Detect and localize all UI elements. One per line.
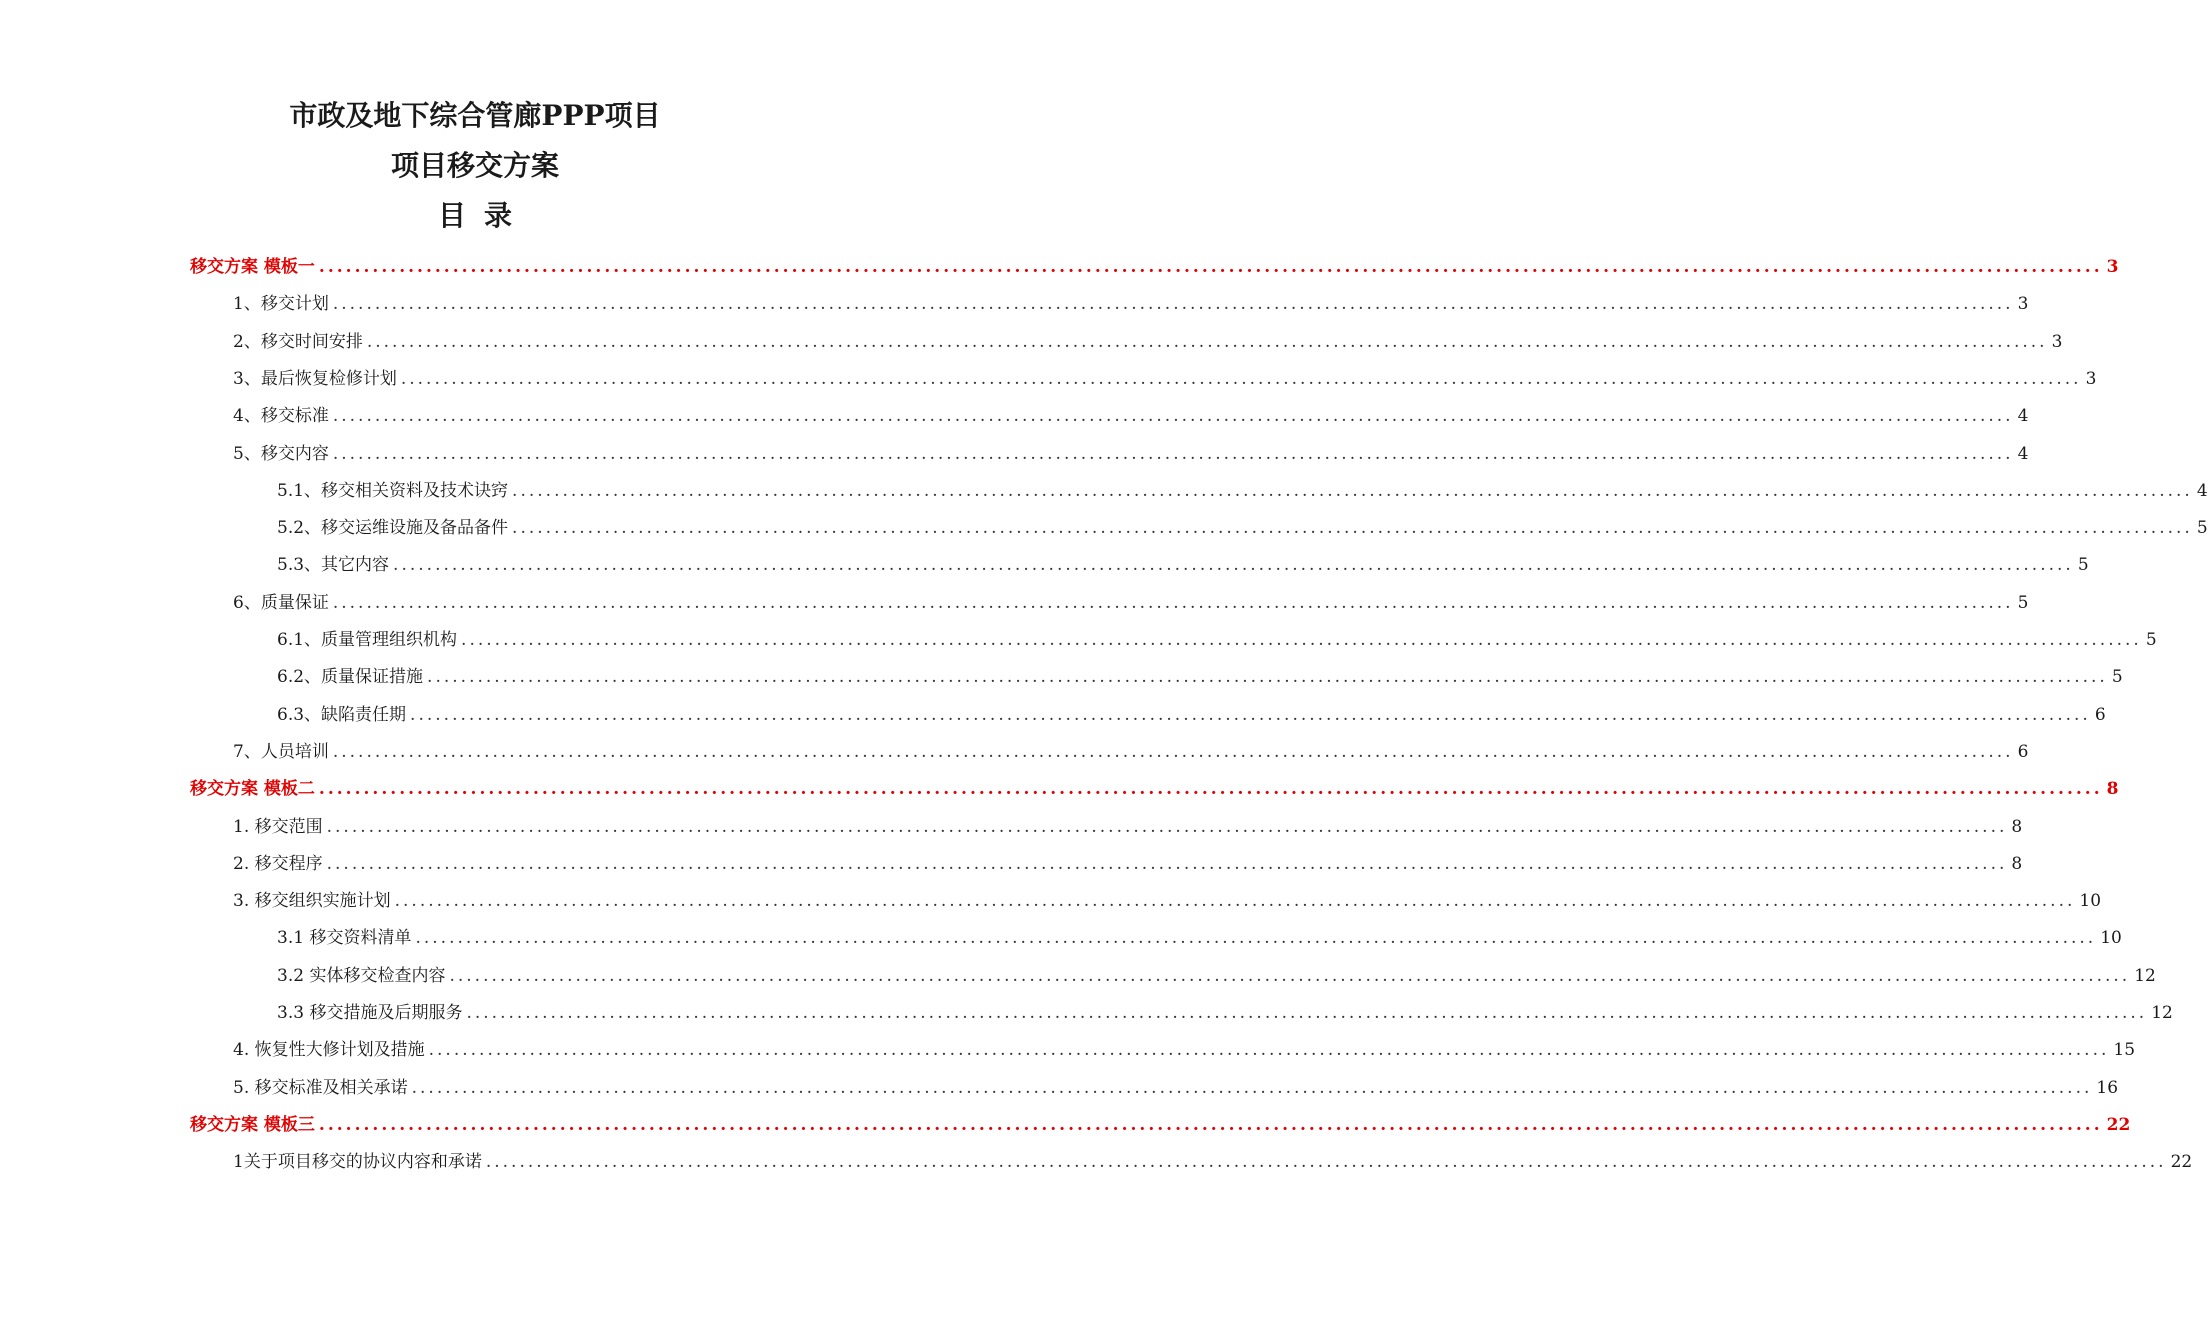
toc-leader-dots: ........................................................................................................................................................................................................ bbox=[318, 779, 2103, 800]
toc-entry[interactable] bbox=[277, 665, 2123, 689]
toc-section-heading[interactable] bbox=[190, 777, 2119, 801]
toc-entry[interactable] bbox=[233, 591, 2029, 615]
toc-entry-label: 4. 恢复性大修计划及措施 bbox=[233, 1040, 425, 1061]
toc-entry[interactable] bbox=[233, 740, 2029, 764]
toc-page-number: 10 bbox=[2079, 891, 2102, 912]
toc-page-number: 5 bbox=[2077, 555, 2089, 576]
toc-page-number: 12 bbox=[2134, 965, 2156, 986]
toc-entry[interactable] bbox=[277, 553, 2089, 577]
toc-leader-dots: ........................................................................................................................................................................................................ bbox=[318, 1114, 2103, 1135]
toc-entry-label: 4、移交标准 bbox=[233, 406, 329, 427]
toc-entry[interactable] bbox=[277, 628, 2157, 652]
toc-entry-label: 3. 移交组织实施计划 bbox=[233, 891, 391, 912]
toc-entry[interactable] bbox=[233, 330, 2063, 354]
toc-leader-dots: ........................................................................................................................................................................................................ bbox=[318, 257, 2103, 277]
toc-entry[interactable] bbox=[233, 292, 2029, 316]
toc-entry-label: 3.1 移交资料清单 bbox=[277, 928, 412, 949]
toc-page-number: 12 bbox=[2151, 1003, 2173, 1023]
toc-entry[interactable] bbox=[233, 442, 2029, 466]
toc-entry-label: 5. 移交标准及相关承诺 bbox=[233, 1077, 408, 1098]
toc-entry-label: 3.2 实体移交检查内容 bbox=[277, 965, 446, 986]
toc-leader-dots: ........................................................................................................................................................................................................ bbox=[428, 1040, 2110, 1061]
toc-entry-label: 2. 移交程序 bbox=[233, 853, 323, 874]
toc-page-number: 16 bbox=[2096, 1077, 2119, 1098]
toc-page-number: 3 bbox=[2106, 257, 2119, 277]
toc-entry-label: 1、移交计划 bbox=[233, 294, 329, 315]
toc-entry-label: 2、移交时间安排 bbox=[233, 331, 363, 352]
toc-page-number: 4 bbox=[2196, 480, 2208, 501]
toc-entry[interactable] bbox=[277, 964, 2156, 988]
toc-leader-dots: ........................................................................................................................................................................................................ bbox=[332, 294, 2014, 315]
toc-leader-dots: ........................................................................................................................................................................................................ bbox=[326, 816, 2008, 837]
toc-leader-dots: ........................................................................................................................................................................................................ bbox=[366, 331, 2048, 352]
document-title: 市政及地下综合管廊PPP项目 bbox=[289, 99, 661, 132]
toc-entry-label: 6.2、质量保证措施 bbox=[277, 667, 424, 688]
toc-leader-dots: ........................................................................................................................................................................................................ bbox=[512, 518, 2193, 539]
toc-entry-label: 5.1、移交相关资料及技术诀窍 bbox=[277, 480, 509, 501]
toc-leader-dots: ........................................................................................................................................................................................................ bbox=[400, 368, 2082, 389]
toc-leader-dots: ........................................................................................................................................................................................................ bbox=[332, 406, 2014, 427]
toc-page-number: 22 bbox=[2170, 1152, 2193, 1173]
toc-entry-label: 3、最后恢复检修计划 bbox=[233, 368, 397, 389]
toc-entry[interactable] bbox=[233, 1038, 2136, 1062]
toc-entry[interactable] bbox=[233, 889, 2102, 913]
toc-entry-label: 6.1、质量管理组织机构 bbox=[277, 630, 458, 650]
toc-leader-dots: ........................................................................................................................................................................................................ bbox=[393, 555, 2074, 576]
toc-entry[interactable] bbox=[233, 1076, 2119, 1100]
toc-entry-label: 3.3 移交措施及后期服务 bbox=[277, 1003, 463, 1023]
toc-leader-dots: ........................................................................................................................................................................................................ bbox=[449, 965, 2131, 986]
toc-leader-dots: ........................................................................................................................................................................................................ bbox=[394, 891, 2076, 912]
toc-page-number: 8 bbox=[2011, 816, 2023, 837]
document-subtitle: 项目移交方案 bbox=[390, 149, 559, 182]
toc-page-number: 4 bbox=[2017, 406, 2029, 427]
toc-entry[interactable] bbox=[233, 404, 2029, 428]
toc-page-number: 5 bbox=[2111, 667, 2123, 688]
toc-entry-label: 5、移交内容 bbox=[233, 443, 329, 464]
toc-entry-label: 7、人员培训 bbox=[233, 741, 329, 762]
toc-entry[interactable] bbox=[277, 516, 2208, 540]
toc-leader-dots: ........................................................................................................................................................................................................ bbox=[326, 853, 2008, 874]
toc-entry[interactable] bbox=[277, 926, 2122, 950]
toc-entry-label: 移交方案 模板三 bbox=[190, 1114, 315, 1135]
toc-leader-dots: ........................................................................................................................................................................................................ bbox=[466, 1003, 2148, 1023]
toc-page-number: 5 bbox=[2017, 592, 2029, 613]
toc-entry-label: 5.3、其它内容 bbox=[277, 555, 390, 576]
toc-section-heading[interactable] bbox=[190, 1113, 2131, 1137]
toc-page-number: 10 bbox=[2100, 928, 2122, 949]
toc-entry-label: 移交方案 模板二 bbox=[190, 779, 315, 800]
toc-entry[interactable] bbox=[233, 367, 2097, 391]
toc-leader-dots: ........................................................................................................................................................................................................ bbox=[485, 1152, 2167, 1173]
toc-entry[interactable] bbox=[277, 703, 2106, 727]
toc-page-number: 8 bbox=[2011, 853, 2023, 874]
toc-leader-dots: ........................................................................................................................................................................................................ bbox=[461, 630, 2142, 650]
toc-entry-label: 移交方案 模板一 bbox=[190, 257, 315, 277]
toc-page-number: 5 bbox=[2145, 630, 2157, 650]
toc-leader-dots: ........................................................................................................................................................................................................ bbox=[410, 704, 2091, 725]
toc-page-number: 8 bbox=[2106, 779, 2119, 800]
toc-heading: 目录 bbox=[437, 199, 530, 232]
toc-leader-dots: ........................................................................................................................................................................................................ bbox=[332, 741, 2014, 762]
toc-leader-dots: ........................................................................................................................................................................................................ bbox=[415, 928, 2097, 949]
toc-leader-dots: ........................................................................................................................................................................................................ bbox=[411, 1077, 2093, 1098]
toc-entry[interactable] bbox=[233, 815, 2023, 839]
toc-page-number: 15 bbox=[2113, 1040, 2136, 1061]
toc-leader-dots: ........................................................................................................................................................................................................ bbox=[332, 443, 2014, 464]
toc-page-number: 4 bbox=[2017, 443, 2029, 464]
toc-entry[interactable] bbox=[233, 1150, 2193, 1174]
toc-leader-dots: ........................................................................................................................................................................................................ bbox=[512, 480, 2193, 501]
toc-page-number: 3 bbox=[2085, 368, 2097, 389]
toc-page-number: 22 bbox=[2106, 1114, 2131, 1135]
toc-leader-dots: ........................................................................................................................................................................................................ bbox=[427, 667, 2108, 688]
toc-entry[interactable] bbox=[277, 1001, 2173, 1025]
toc-entry-label: 1. 移交范围 bbox=[233, 816, 323, 837]
toc-page-number: 6 bbox=[2094, 704, 2106, 725]
toc-page-number: 5 bbox=[2196, 518, 2208, 539]
toc-entry-label: 6.3、缺陷责任期 bbox=[277, 704, 407, 725]
toc-page-number: 3 bbox=[2051, 331, 2063, 352]
toc-page-number: 6 bbox=[2017, 741, 2029, 762]
toc-leader-dots: ........................................................................................................................................................................................................ bbox=[332, 592, 2014, 613]
toc-entry-label: 1关于项目移交的协议内容和承诺 bbox=[233, 1152, 482, 1173]
toc-entry[interactable] bbox=[277, 479, 2208, 503]
toc-entry[interactable] bbox=[233, 852, 2023, 876]
toc-page-number: 3 bbox=[2017, 294, 2029, 315]
toc-section-heading[interactable] bbox=[190, 255, 2119, 279]
toc-entry-label: 6、质量保证 bbox=[233, 592, 329, 613]
toc-entry-label: 5.2、移交运维设施及备品备件 bbox=[277, 518, 509, 539]
